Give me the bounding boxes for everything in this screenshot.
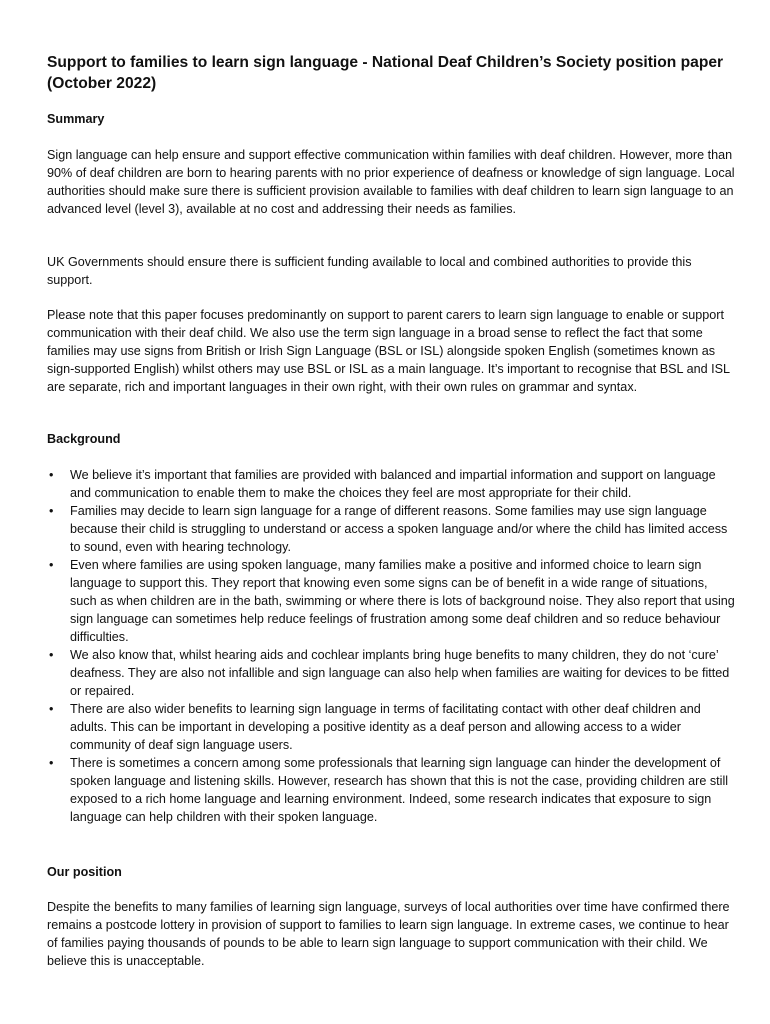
- summary-paragraph-2: UK Governments should ensure there is sufficient funding available to local and combined authorities to provide this support.: [47, 255, 692, 287]
- summary-paragraph-1: Sign language can help ensure and support effective communication within families with deaf children. However, more than 90% of deaf children are born to hearing parents with no prior experience of deafness or knowledge of sign language. Local authorities should make sure there is sufficient provision available to families with deaf children to learn sign language to an advanced level (level 3), available at no cost and addressing their needs as families.: [47, 148, 735, 216]
- bullet-icon: •: [49, 648, 54, 662]
- list-item-text: Even where families are using spoken language, many families make a positive and informed choice to learn sign language to support this. They report that knowing even some signs can be of benefit in a wide range of situations, such as when children are in the bath, swimming or where there is lots of background noise. They also report that using sign language can sometimes help reduce feelings of frustration among some deaf children and so reduce behaviour difficulties.: [70, 558, 735, 644]
- position-heading: Our position: [47, 865, 122, 879]
- list-item: [47, 556, 737, 646]
- bullet-icon: •: [49, 756, 54, 770]
- summary-heading: Summary: [47, 112, 105, 126]
- position-paragraph-1: Despite the benefits to many families of learning sign language, surveys of local authorities over time have confirmed there remains a postcode lottery in provision of support to families to learn sign language. In extreme cases, we continue to hear of families paying thousands of pounds to be able to learn sign language to support communication with their child. We believe this is unacceptable.: [47, 900, 730, 968]
- list-item-text: Families may decide to learn sign language for a range of different reasons. Some families may use sign language because their child is struggling to understand or access a spoken language and/or where the child has limited access to sound, even with hearing technology.: [70, 504, 728, 554]
- list-item: [47, 466, 737, 502]
- list-item-text: There are also wider benefits to learning sign language in terms of facilitating contact with other deaf children and adults. This can be important in developing a positive identity as a deaf person and allowing access to a wider community of deaf sign language users.: [70, 702, 701, 752]
- list-item-text: We also know that, whilst hearing aids and cochlear implants bring huge benefits to many children, they do not ‘cure’ deafness. They are also not infallible and sign language can also help when families are waiting for devices to be fitted or repaired.: [70, 648, 730, 698]
- bullet-icon: •: [49, 558, 54, 572]
- list-item: [47, 700, 737, 754]
- list-item: [47, 502, 737, 556]
- list-item-text: There is sometimes a concern among some professionals that learning sign language can hinder the development of spoken language and listening skills. However, research has shown that this is not the case, providing children are still exposed to a rich home language and learning environment. Indeed, some research indicates that exposure to sign language can help children with their spoken language.: [70, 756, 729, 824]
- background-heading: Background: [47, 432, 121, 446]
- list-item-text: We believe it’s important that families are provided with balanced and impartial information and support on language and communication to enable them to make the choices they feel are most appropriate for their child.: [70, 468, 716, 500]
- background-list: [47, 466, 737, 826]
- bullet-icon: •: [49, 702, 54, 716]
- list-item: [47, 646, 737, 700]
- bullet-icon: •: [49, 504, 54, 518]
- bullet-icon: •: [49, 468, 54, 482]
- summary-paragraph-3: Please note that this paper focuses predominantly on support to parent carers to learn sign language to enable or support communication with their deaf child. We also use the term sign language in a broad sense to reflect the fact that some families may use signs from British or Irish Sign Language (BSL or ISL) alongside spoken English (sometimes known as sign-supported English) whilst others may use BSL or ISL as a main language. It’s important to recognise that BSL and ISL are separate, rich and important languages in their own right, with their own rules on grammar and syntax.: [47, 308, 730, 394]
- list-item: [47, 754, 737, 826]
- page-title: Support to families to learn sign language - National Deaf Children’s Society position paper (October 2022): [47, 54, 724, 92]
